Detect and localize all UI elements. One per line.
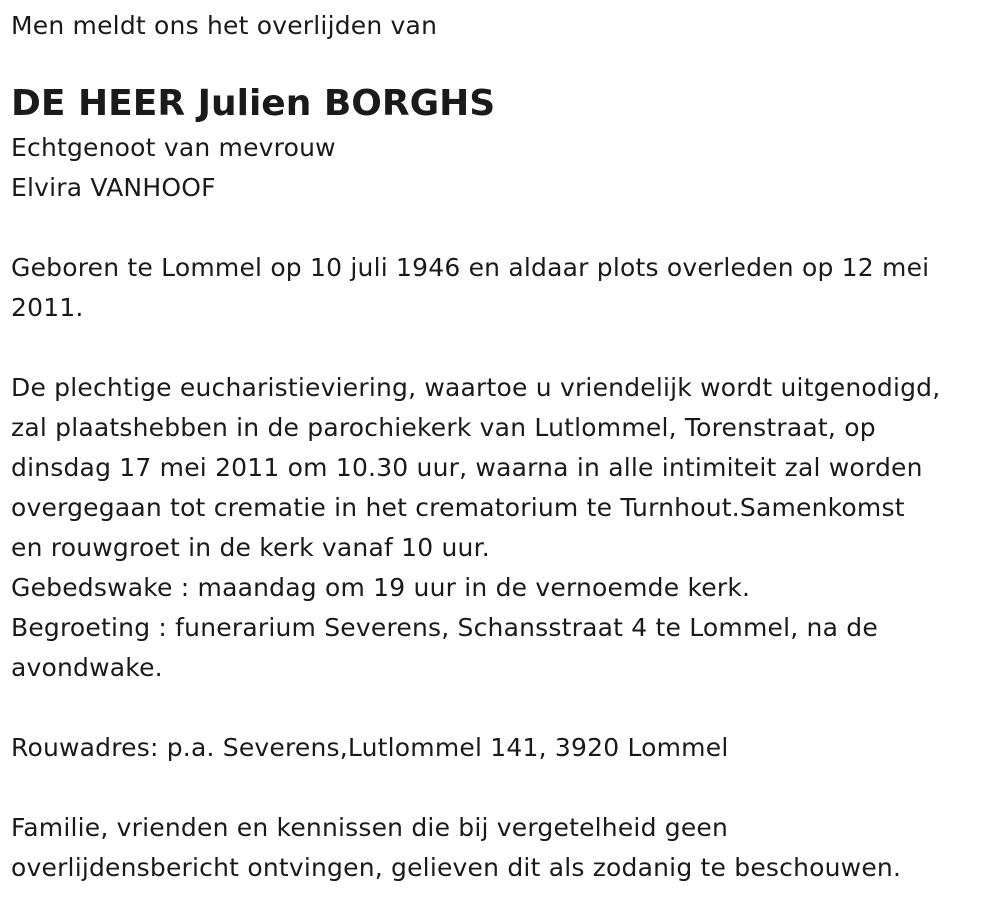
paragraph-line: overgegaan tot crematie in het crematorium te Turnhout.Samenkomst <box>11 493 905 522</box>
paragraph-line: 2011. <box>11 293 84 322</box>
prayer-vigil-line: Gebedswake : maandag om 19 uur in de vernoemde kerk. <box>11 573 751 602</box>
paragraph-line: overlijdensbericht ontvingen, gelieven dit als zodanig te beschouwen. <box>11 853 902 882</box>
paragraph-line: dinsdag 17 mei 2011 om 10.30 uur, waarna in alle intimiteit zal worden <box>11 453 923 482</box>
paragraph-line: Geboren te Lommel op 10 juli 1946 en aldaar plots overleden op 12 mei <box>11 253 930 282</box>
paragraph-line: Familie, vrienden en kennissen die bij vergetelheid geen <box>11 813 729 842</box>
spacer <box>11 688 996 728</box>
spouse-name: Elvira VANHOOF <box>11 173 216 202</box>
closing-paragraph <box>11 808 996 888</box>
paragraph-line: zal plaatshebben in de parochiekerk van Lutlommel, Torenstraat, op <box>11 413 876 442</box>
death-notice <box>11 0 996 888</box>
birth-death-paragraph <box>11 248 996 328</box>
spacer <box>11 768 996 808</box>
paragraph-line: De plechtige eucharistieviering, waartoe u vriendelijk wordt uitgenodigd, <box>11 373 941 402</box>
mourning-address: Rouwadres: p.a. Severens,Lutlommel 141, 3920 Lommel <box>11 733 729 762</box>
relation-text: Echtgenoot van mevrouw <box>11 133 336 162</box>
spacer <box>11 328 996 368</box>
paragraph-line: en rouwgroet in de kerk vanaf 10 uur. <box>11 533 490 562</box>
spacer <box>11 208 996 248</box>
deceased-name: DE HEER Julien BORGHS <box>11 83 496 124</box>
paragraph-line: avondwake. <box>11 653 163 682</box>
intro-text: Men meldt ons het overlijden van <box>11 11 438 40</box>
greeting-line: Begroeting : funerarium Severens, Schansstraat 4 te Lommel, na de <box>11 613 878 642</box>
ceremony-paragraph <box>11 368 996 688</box>
